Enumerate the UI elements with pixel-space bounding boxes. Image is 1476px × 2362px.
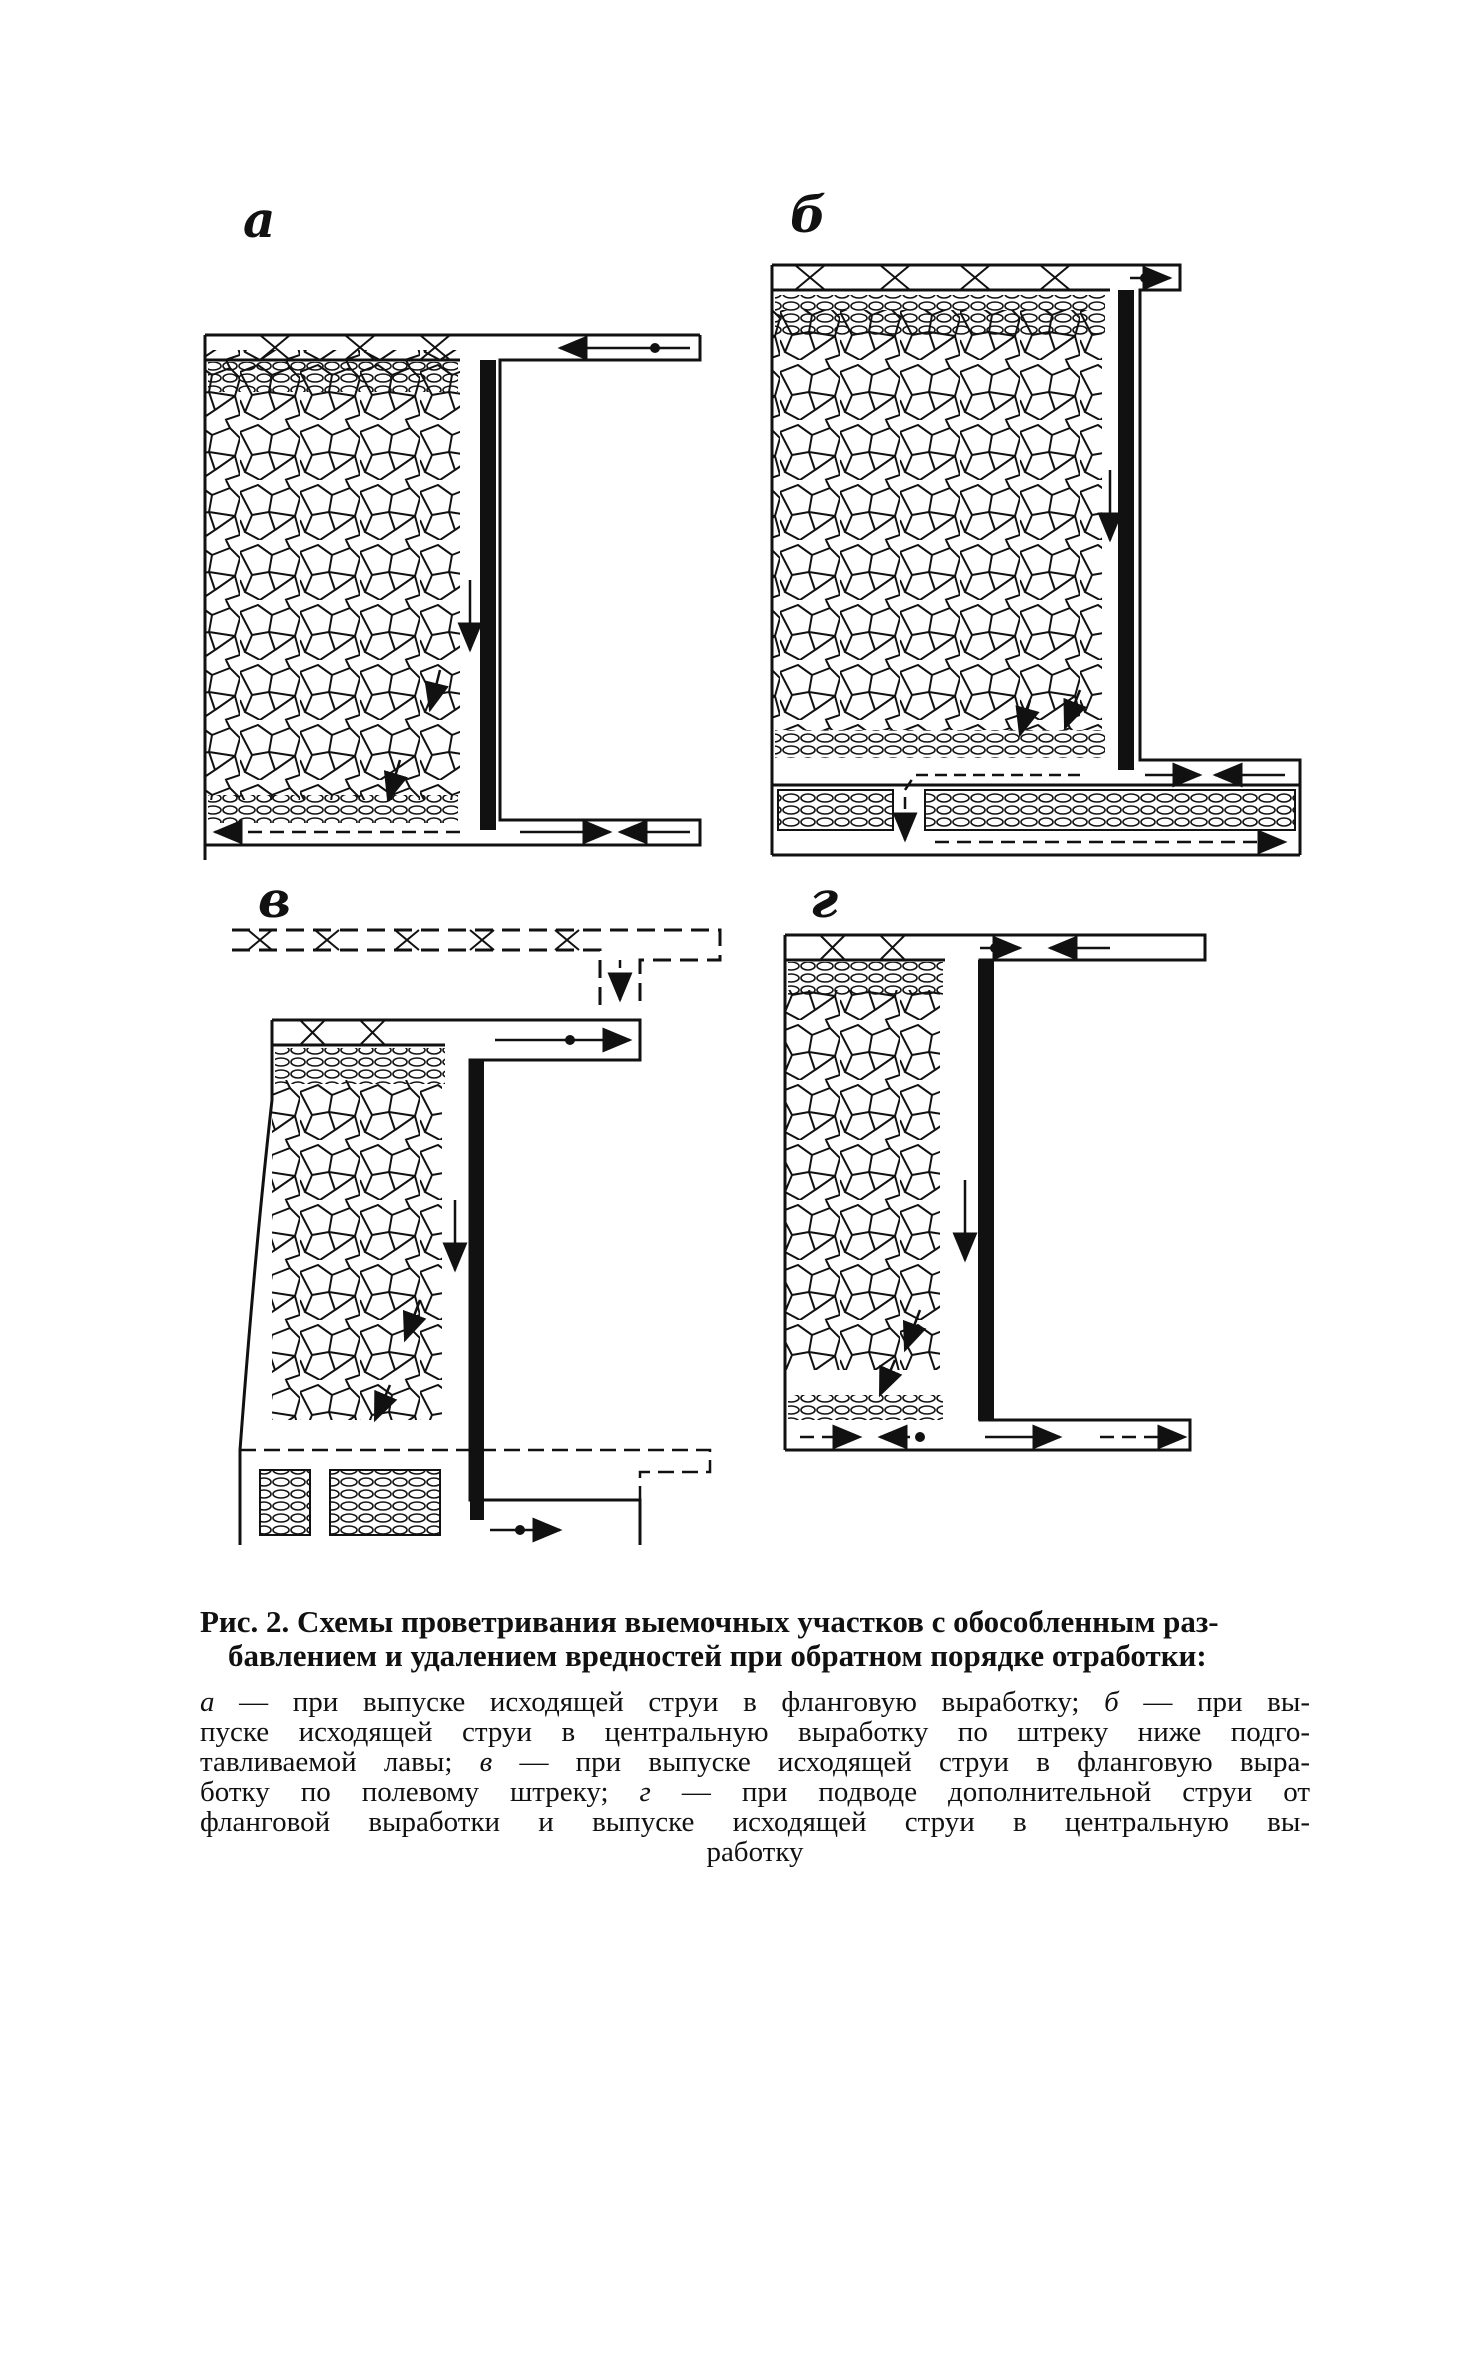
caption-text-g: — при подводе дополнительной струи от (681, 1776, 1311, 1808)
caption-line-5: фланговой выработки и выпуске исходящей струи в центральную вы- (200, 1806, 1310, 1838)
caption-letter-v: в (479, 1746, 493, 1778)
caption-line-1 (200, 1687, 1310, 1717)
caption-line-3 (200, 1747, 1310, 1777)
panel-b-scheme (772, 265, 1300, 855)
caption-letter-a: а (200, 1686, 215, 1718)
figure-caption (200, 1605, 1310, 1867)
caption-line-6: работку (706, 1836, 804, 1868)
panel-label-v: в (258, 870, 291, 929)
caption-text-b: — при вы- (1143, 1686, 1311, 1718)
panel-b-partition (1118, 290, 1134, 770)
caption-text-a: — при выпуске исходящей струи в фланговую выработку; (239, 1686, 1080, 1718)
panel-v-scheme (232, 930, 720, 1545)
panel-a-partition (480, 360, 496, 830)
caption-text-v: — при выпуске исходящей струи в фланговую выра- (519, 1746, 1311, 1778)
caption-line-4 (200, 1777, 1310, 1807)
caption-text-b-end: тавливаемой лавы; (200, 1746, 453, 1778)
caption-line-2: пуске исходящей струи в центральную выработку по штреку ниже подго- (200, 1716, 1310, 1748)
panel-a-scheme (205, 335, 700, 860)
panel-label-a: а (243, 190, 276, 249)
caption-letter-g: г (639, 1776, 651, 1808)
panel-g-partition (978, 960, 994, 1420)
caption-body (200, 1687, 1310, 1867)
caption-text-v-end: ботку по полевому штреку; (200, 1776, 609, 1808)
panel-label-b: б (790, 185, 827, 244)
panel-label-g: г (810, 870, 839, 929)
caption-title-line2: бавлением и удалением вредностей при обратном порядке отработки: (228, 1638, 1207, 1673)
panel-g-scheme (785, 935, 1205, 1450)
caption-title-line1: Рис. 2. Схемы проветривания выемочных участков с обособленным раз- (200, 1604, 1219, 1639)
caption-letter-b: б (1104, 1686, 1119, 1718)
